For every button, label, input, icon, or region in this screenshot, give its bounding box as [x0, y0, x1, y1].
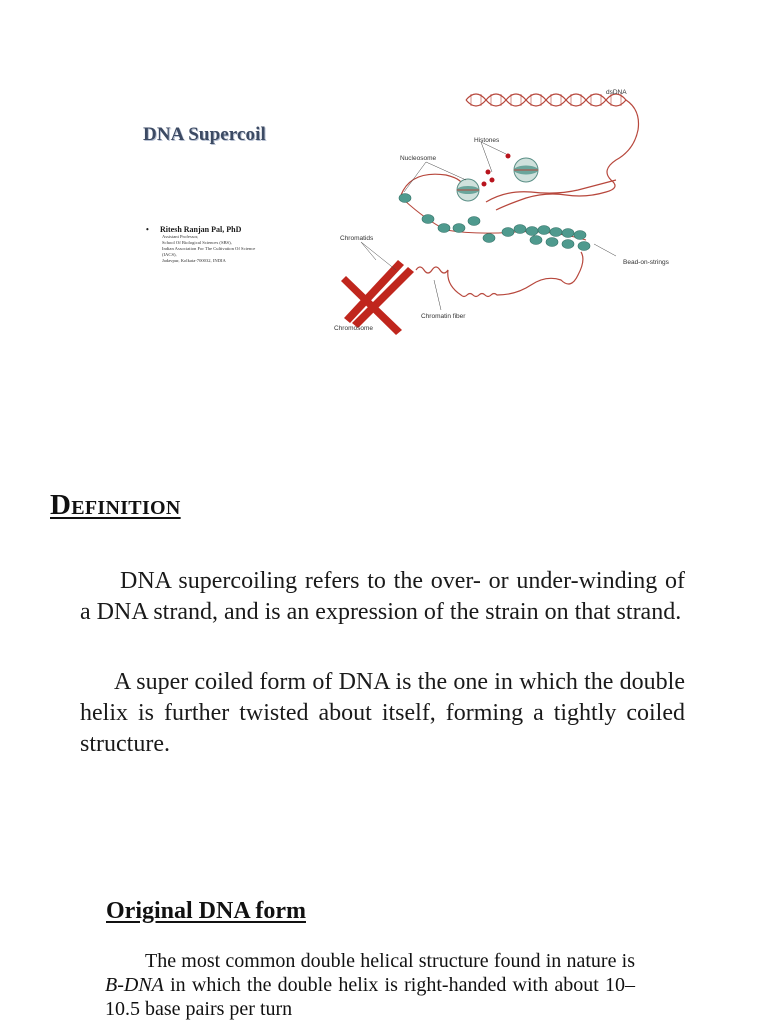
paragraph-text: in which the double helix is right-handed with about 10–10.5 base pairs per turn	[105, 974, 635, 1020]
author-affiliation-line: Jadavpur, Kolkata-700032, INDIA	[162, 258, 226, 263]
chromosome	[341, 260, 414, 335]
author-name: Ritesh Ranjan Pal, PhD	[160, 225, 242, 234]
bullet-icon: •	[146, 225, 149, 234]
histone-dots	[482, 154, 511, 187]
original-dna-heading: Original DNA form	[106, 898, 306, 924]
definition-paragraph-1: DNA supercoiling refers to the over- or under-winding of a DNA strand, and is an expression of the strain on that strand.	[80, 568, 685, 625]
paragraph-text: The most common double helical structure found in nature is	[145, 950, 635, 972]
chromatin-fiber	[416, 252, 583, 297]
label-chromatin-fiber: Chromatin fiber	[421, 313, 466, 320]
label-chromatids: Chromatids	[340, 235, 374, 242]
label-histones: Histones	[474, 137, 500, 144]
label-chromosome: Chromosome	[334, 325, 374, 332]
definition-heading: Definition	[50, 489, 181, 521]
b-dna-term: B-DNA	[105, 974, 164, 996]
title-slide	[0, 0, 768, 380]
original-dna-paragraph	[105, 949, 635, 1021]
dsdna-helix	[466, 94, 639, 210]
author-affiliation-line: School Of Biological Sciences (SBS),	[162, 240, 232, 245]
bead-on-strings	[399, 194, 590, 251]
nucleosome	[457, 179, 479, 201]
author-affiliation-line: Indian Association For The Cultivation Of Science	[162, 246, 256, 251]
label-nucleosome: Nucleosome	[400, 155, 437, 162]
slide-title: DNA Supercoil	[143, 124, 266, 145]
author-affiliation-line: Assistant Professor,	[162, 234, 199, 239]
dna-strand-loop	[401, 174, 462, 195]
author-block	[146, 225, 306, 264]
definition-paragraph-2: A super coiled form of DNA is the one in which the double helix is further twisted about itself, forming a tightly coiled structure.	[80, 669, 685, 757]
label-bead-on-strings: Bead-on-strings	[623, 259, 669, 266]
dna-packaging-diagram	[316, 80, 696, 340]
label-dsdna: dsDNA	[606, 89, 627, 96]
nucleosome	[514, 158, 538, 182]
author-affiliation-line: (IACS),	[162, 252, 177, 257]
